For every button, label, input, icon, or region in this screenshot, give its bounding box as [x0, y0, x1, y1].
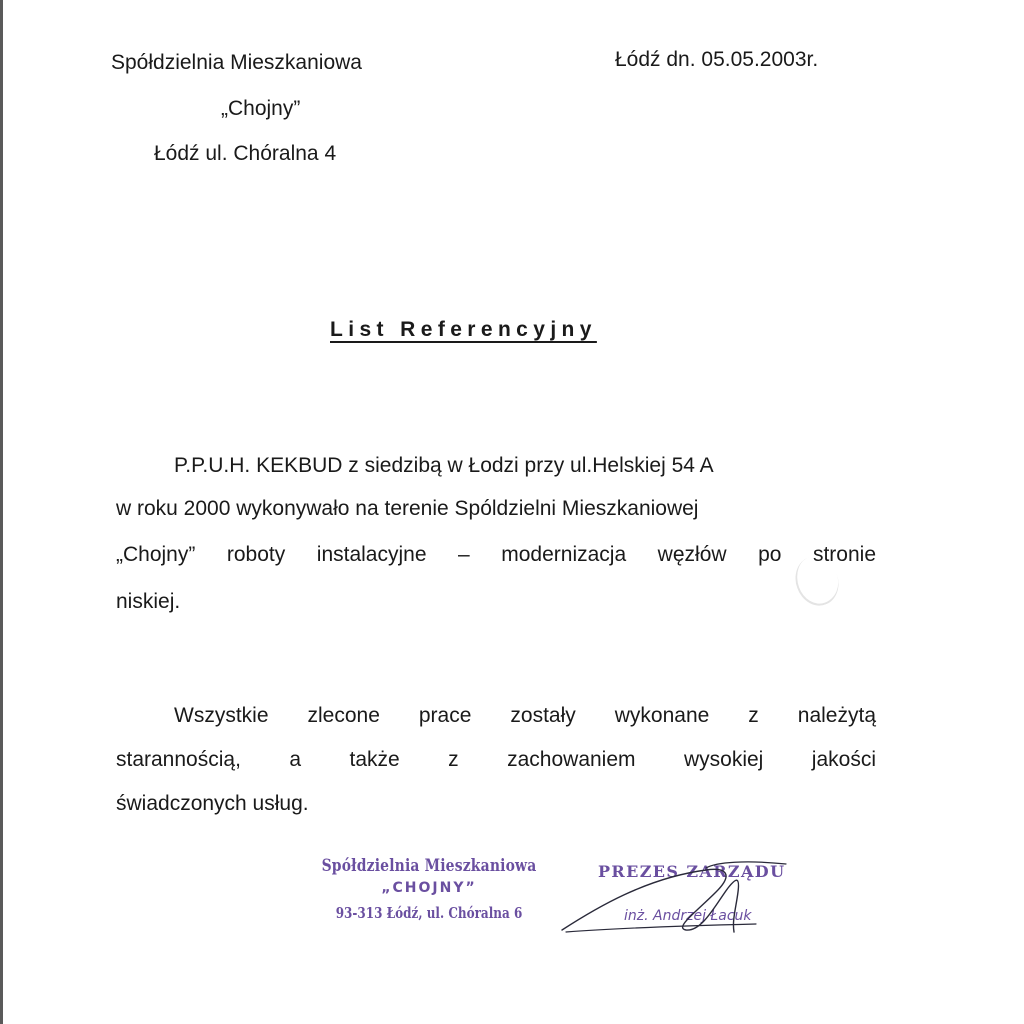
stamp-company-name: Spółdzielnia Mieszkaniowa [321, 856, 537, 876]
body-line: „Chojny” roboty instalacyjne – modernizacja węzłów po stronie [116, 543, 876, 566]
stamp-company-address: 93-313 Łódź, ul. Chóralna 6 [335, 904, 523, 922]
letter-title: List Referencyjny [330, 318, 597, 341]
body-paragraph-2 [116, 704, 876, 836]
body-line: niskiej. [116, 590, 181, 613]
signatory-name: inż. Andrzej Łacuk [624, 908, 752, 924]
body-line: w roku 2000 wykonywało na terenie Spóldzielni Mieszkaniowej [116, 497, 699, 520]
body-line: świadczonych usług. [116, 792, 309, 815]
company-stamp [298, 858, 560, 922]
page-edge [0, 0, 3, 1024]
handwritten-signature [556, 848, 806, 938]
body-paragraph-1 [116, 454, 876, 638]
letter-date: Łódź dn. 05.05.2003r. [615, 48, 819, 71]
sender-name: Spółdzielnia Mieszkaniowa [111, 51, 362, 74]
body-line: Wszystkie zlecone prace zostały wykonane z należytą [174, 704, 876, 727]
sender-address: Łódź ul. Chóralna 4 [154, 142, 337, 165]
signatory-title: PREZES ZARZĄDU [598, 862, 786, 881]
body-line: P.P.U.H. KEKBUD z siedzibą w Łodzi przy ul.Helskiej 54 A [174, 454, 714, 477]
stamp-company-org: „CHOJNY” [381, 880, 477, 896]
sender-organization: „Chojny” [221, 97, 301, 120]
body-line: starannością, a także z zachowaniem wysokiej jakości [116, 748, 876, 771]
